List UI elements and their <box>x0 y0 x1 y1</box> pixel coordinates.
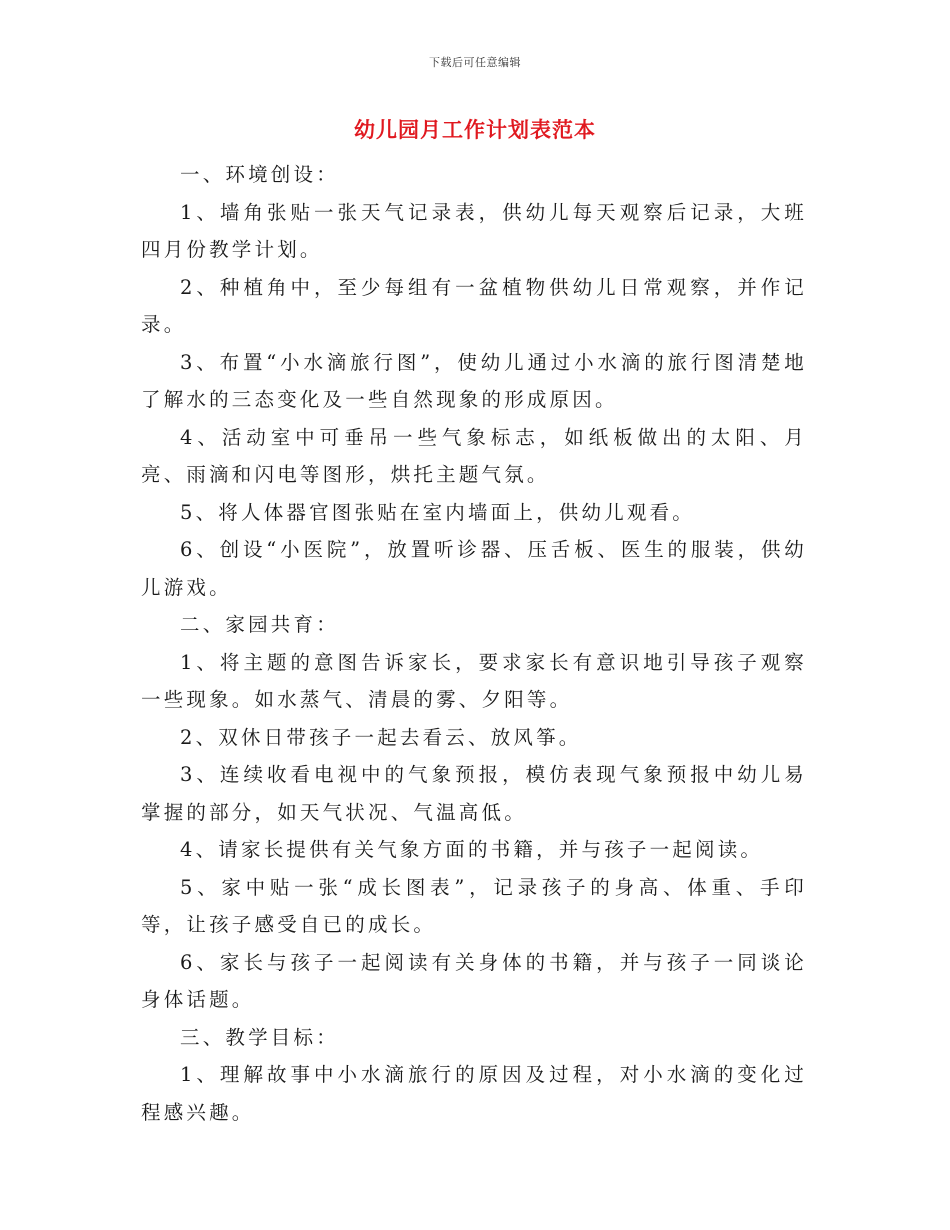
paragraph-item: 6、家长与孩子一起阅读有关身体的书籍，并与孩子一同谈论身体话题。 <box>141 950 807 1011</box>
paragraph-item: 2、双休日带孩子一起去看云、放风筝。 <box>180 725 582 749</box>
paragraph-item: 1、墙角张贴一张天气记录表，供幼儿每天观察后记录，大班四月份教学计划。 <box>141 200 807 261</box>
document-title: 幼儿园月工作计划表范本 <box>354 117 596 142</box>
paragraph-item: 1、理解故事中小水滴旅行的原因及过程，对小水滴的变化过程感兴趣。 <box>141 1063 807 1124</box>
section-heading-environment: 一、环境创设： <box>180 163 339 186</box>
paragraph-item: 5、将人体器官图张贴在室内墙面上，供幼儿观看。 <box>180 500 696 524</box>
section-heading-home-school: 二、家园共育： <box>180 613 339 636</box>
section-heading-teaching-goals: 三、教学目标： <box>180 1025 339 1049</box>
paragraph-item: 4、请家长提供有关气象方面的书籍，并与孩子一起阅读。 <box>180 838 764 861</box>
paragraph-item: 6、创设“小医院”，放置听诊器、压舌板、医生的服装，供幼儿游戏。 <box>141 538 807 599</box>
header-note: 下载后可任意编辑 <box>429 56 521 69</box>
paragraph-item: 5、家中贴一张“成长图表”，记录孩子的身高、体重、手印等，让孩子感受自已的成长。 <box>141 875 807 936</box>
paragraph-item: 3、连续收看电视中的气象预报，模仿表现气象预报中幼儿易掌握的部分，如天气状况、气温高低。 <box>141 763 807 824</box>
paragraph-item: 1、将主题的意图告诉家长，要求家长有意识地引导孩子观察一些现象。如水蒸气、清晨的雾、夕阳等。 <box>141 650 807 711</box>
document-body <box>141 156 807 1131</box>
paragraph-item: 4、活动室中可垂吊一些气象标志，如纸板做出的太阳、月亮、雨滴和闪电等图形，烘托主题气氛。 <box>141 425 807 486</box>
paragraph-item: 2、种植角中，至少每组有一盆植物供幼儿日常观察，并作记录。 <box>141 275 807 336</box>
paragraph-item: 3、布置“小水滴旅行图”，使幼儿通过小水滴的旅行图清楚地了解水的三态变化及一些自然现象的形成原因。 <box>141 350 807 411</box>
